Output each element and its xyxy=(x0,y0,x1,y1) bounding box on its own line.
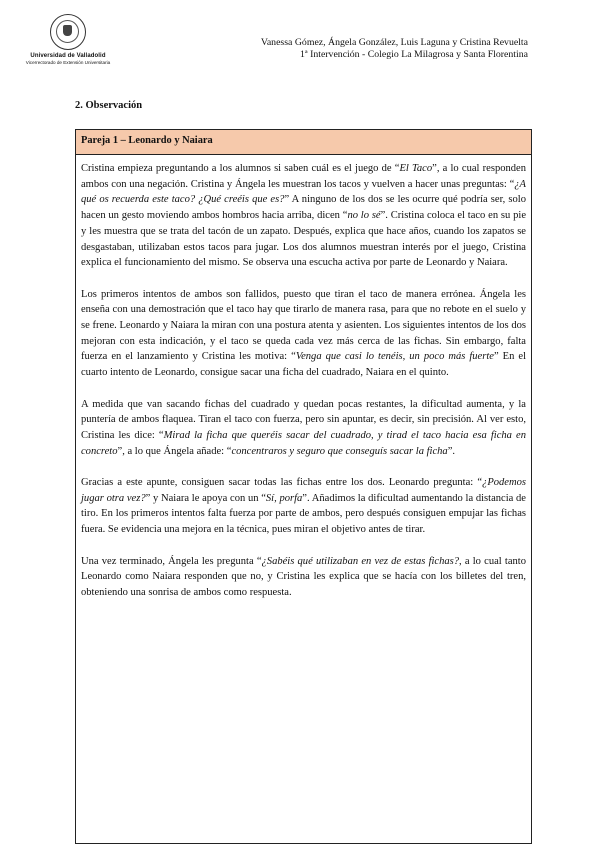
paragraph-4: Gracias a este apunte, consiguen sacar todas las fichas entre los dos. Leonardo pregunta: “¿Podemos jugar otra vez?” y Naiara le apoya con un “Sí, porfa”. Añadimos la dificultad aumentando la distancia de tiro. En los primeros intentos falta fuerza por parte de ambos, pero después consiguen empujar las fichas fuera. Se evidencia una mejora en la técnica, pues miran el objetivo antes de tirar. xyxy=(81,477,526,536)
section-title: 2. Observación xyxy=(75,100,143,111)
university-logo xyxy=(18,14,118,65)
header-subtitle: 1ª Intervención - Colegio La Milagrosa y Santa Florentina xyxy=(300,49,528,60)
box-body xyxy=(76,155,531,601)
paragraph-2: Los primeros intentos de ambos son fallidos, puesto que tiran el taco de manera errónea. Ángela les enseña con una demostración que el taco hay que tirarlo de manera rasa, para que no rebote en el suelo y se frene. Leonardo y Naiara la miran con una postura atenta y asienten. Los siguientes intentos de los dos mejoran con esta indicación, y el taco se queda cada vez más cerca de las fichas. Sin embargo, falta fuerza en el lanzamiento y Cristina les motiva: “Venga que casi lo tenéis, un poco más fuerte” En el cuarto intento de Leonardo, consigue sacar una ficha del cuadrado, Naiara en el quinto. xyxy=(81,288,526,379)
observation-box xyxy=(75,129,532,844)
paragraph-5: Una vez terminado, Ángela les pregunta “¿Sabéis qué utilizaban en vez de estas fichas?, a lo cual tanto Leonardo como Naiara responden que no, y Cristina les explica que se hacía con los billetes del tren, obteniendo una sonrisa de ambos como respuesta. xyxy=(81,555,526,598)
page-header xyxy=(261,37,528,61)
university-seal-icon xyxy=(50,14,86,50)
paragraph-3: A medida que van sacando fichas del cuadrado y quedan pocas restantes, la dificultad aumenta, y la puntería de ambos flaquea. Tiran el taco con fuerza, pero sin apuntar, es decir, sin precisión. Al ver esto, Cristina les dice: “Mirad la ficha que queréis sacar del cuadrado, y tirad el taco hacia esa ficha en concreto”, a lo que Ángela añade: “concentraros y seguro que conseguís sacar la ficha”. xyxy=(81,398,526,457)
box-heading: Pareja 1 – Leonardo y Naiara xyxy=(76,130,531,155)
logo-subtitle: Vicerrectorado de Extensión Universitaria xyxy=(25,60,111,65)
paragraph-1: Cristina empieza preguntando a los alumnos si saben cuál es el juego de “El Taco”, a lo cual responden ambos con una negación. Cristina y Ángela les muestran los tacos y vuelven a hacer unas preguntas: “¿A qué os recuerda este taco? ¿Qué creéis que es?” A ninguno de los dos se les ocurre qué podría ser, solo hacen un gesto moviendo ambos hombros hacia arriba, dicen “no lo sé”. Cristina coloca el taco en su pie y les muestra que se trata del tacón de un zapato. Después, explica que hace años, cuando los zapatos se desgastaban, utilizaban estos tacos para jugar. Los dos alumnos muestran interés por el juego, Cristina explica el funcionamiento del mismo. Se observa una escucha activa por parte de Leonardo y Naiara. xyxy=(81,163,527,269)
logo-title: Universidad de Valladolid xyxy=(30,53,106,59)
header-authors: Vanessa Gómez, Ángela González, Luis Laguna y Cristina Revuelta xyxy=(260,37,528,48)
